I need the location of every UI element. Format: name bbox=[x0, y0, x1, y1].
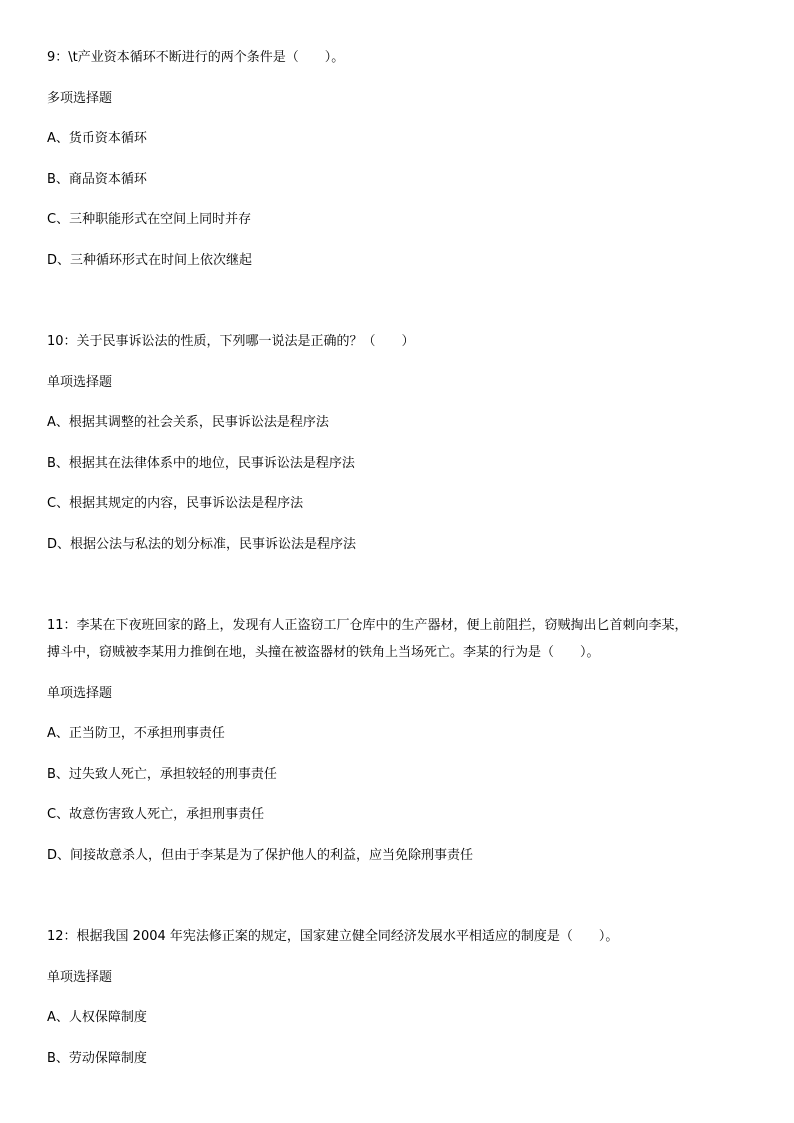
question-12-option-a[interactable]: A、人权保障制度 bbox=[47, 1010, 147, 1025]
question-10-option-b[interactable]: B、根据其在法律体系中的地位，民事诉讼法是程序法 bbox=[47, 456, 355, 471]
question-9-option-b[interactable]: B、商品资本循环 bbox=[47, 172, 147, 187]
question-9-option-d[interactable]: D、三种循环形式在时间上依次继起 bbox=[47, 253, 253, 268]
question-12-type: 单项选择题 bbox=[47, 970, 113, 985]
question-11-type: 单项选择题 bbox=[47, 686, 113, 701]
question-9-type: 多项选择题 bbox=[47, 91, 113, 106]
question-11-option-b[interactable]: B、过失致人死亡，承担较轻的刑事责任 bbox=[47, 767, 277, 782]
question-10-option-a[interactable]: A、根据其调整的社会关系，民事诉讼法是程序法 bbox=[47, 415, 329, 430]
question-11-stem-line1: 11：李某在下夜班回家的路上，发现有人正盗窃工厂仓库中的生产器材，便上前阻拦，窃贼掏出匕首刺向李某， bbox=[47, 618, 688, 633]
question-10-option-c[interactable]: C、根据其规定的内容，民事诉讼法是程序法 bbox=[47, 496, 304, 511]
question-9-option-c[interactable]: C、三种职能形式在空间上同时并存 bbox=[47, 212, 252, 227]
question-9-option-a[interactable]: A、货币资本循环 bbox=[47, 131, 147, 146]
question-10-type: 单项选择题 bbox=[47, 375, 113, 390]
question-11-stem-line2: 搏斗中，窃贼被李某用力推倒在地，头撞在被盗器材的铁角上当场死亡。李某的行为是（ ）。 bbox=[47, 645, 600, 660]
question-11-option-a[interactable]: A、正当防卫，不承担刑事责任 bbox=[47, 726, 225, 741]
question-10-stem: 10：关于民事诉讼法的性质，下列哪一说法是正确的？（ ） bbox=[47, 334, 415, 349]
question-11-option-d[interactable]: D、间接故意杀人，但由于李某是为了保护他人的利益，应当免除刑事责任 bbox=[47, 848, 474, 863]
question-12-stem: 12：根据我国 2004 年宪法修正案的规定，国家建立健全同经济发展水平相适应的制度是（ ）。 bbox=[47, 929, 619, 944]
question-11-option-c[interactable]: C、故意伤害致人死亡，承担刑事责任 bbox=[47, 807, 265, 822]
question-12-option-b[interactable]: B、劳动保障制度 bbox=[47, 1051, 147, 1066]
question-9-stem: 9：\t产业资本循环不断进行的两个条件是（ ）。 bbox=[47, 50, 345, 65]
question-10-option-d[interactable]: D、根据公法与私法的划分标准，民事诉讼法是程序法 bbox=[47, 537, 357, 552]
